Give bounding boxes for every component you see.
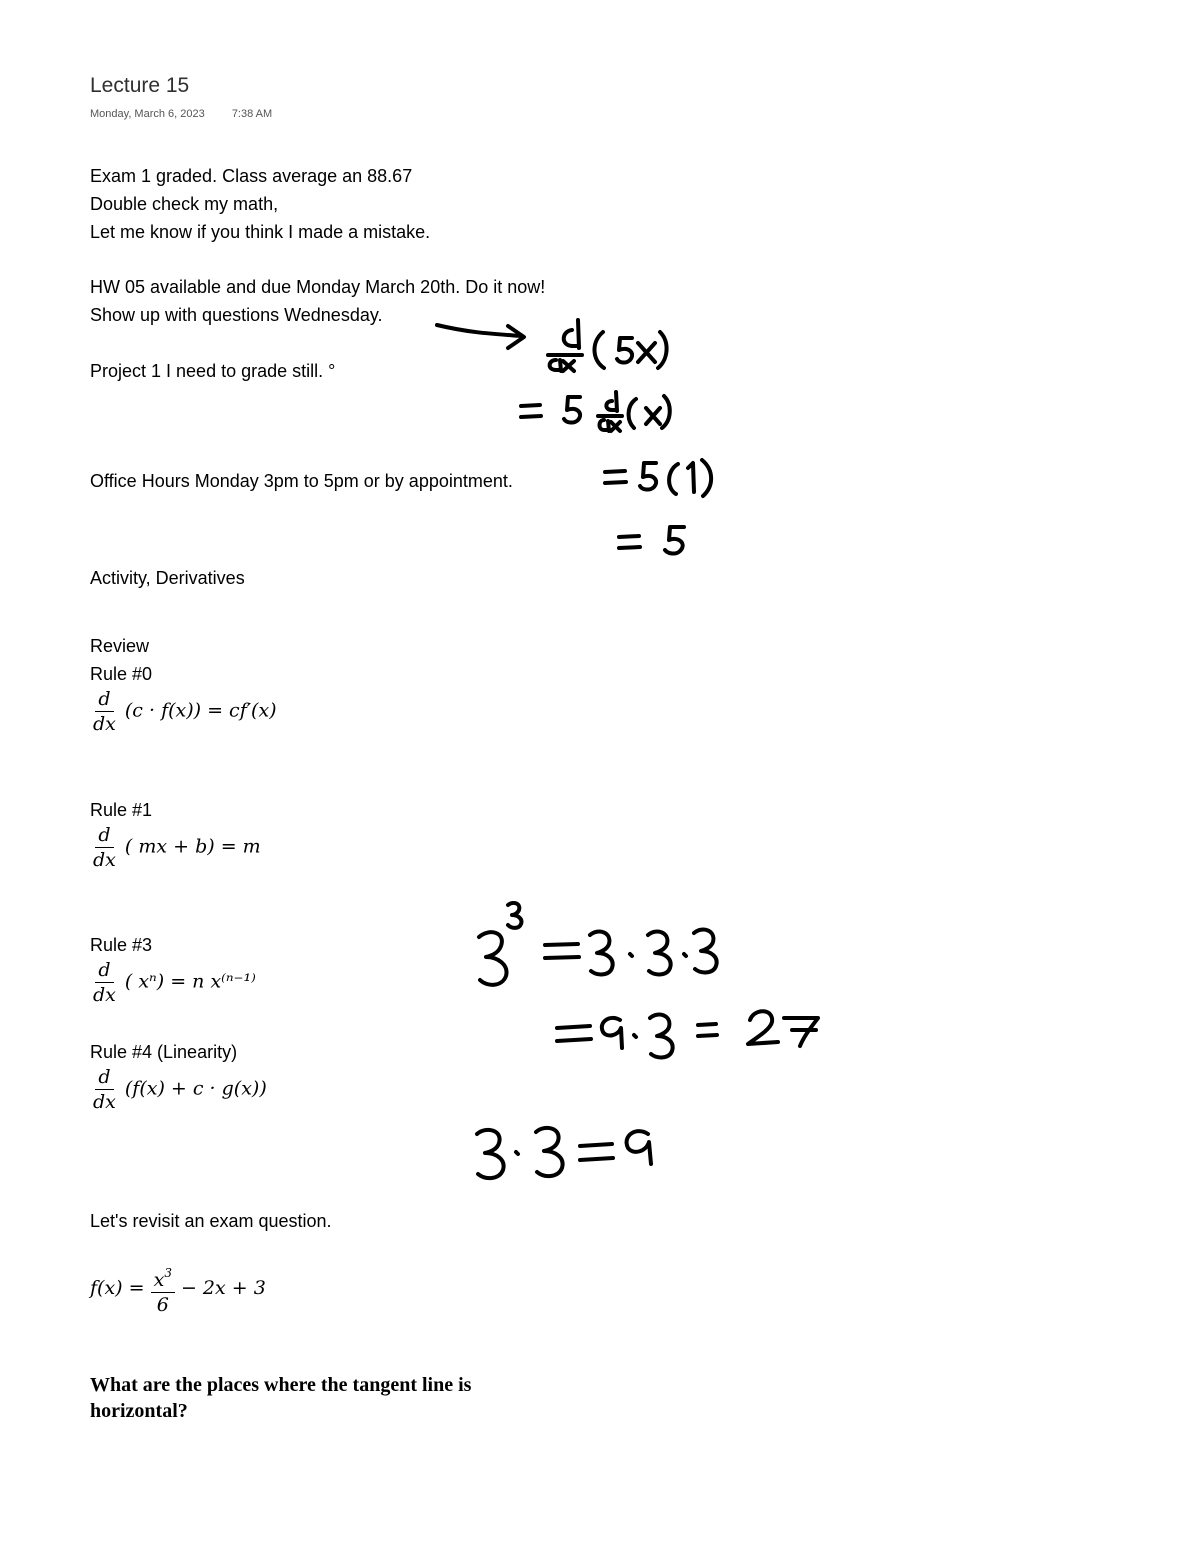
exam-function — [90, 1262, 266, 1316]
rule-label: Rule #0 — [90, 664, 153, 684]
announcement-line: Activity, Derivatives — [90, 568, 245, 588]
exam-intro: Let's revisit an exam question. — [90, 1211, 332, 1231]
announcement-line: Project 1 I need to grade still. ° — [90, 361, 336, 381]
function-rest: − 2x + 3 — [180, 1277, 266, 1299]
deriv-num: d — [95, 824, 113, 848]
announcement-line: Exam 1 graded. Class average an 88.67 — [90, 166, 413, 186]
frac-den: 6 — [156, 1294, 169, 1316]
announcement-line: Let me know if you think I made a mistake. — [90, 222, 431, 242]
frac-num: x — [153, 1269, 165, 1291]
rule-expr: ( mx + b) = m — [124, 835, 261, 858]
deriv-den: dx — [93, 849, 116, 871]
rule-formula — [90, 959, 256, 1006]
announcement-block-1 — [90, 162, 430, 246]
announcement-line: Double check my math, — [90, 194, 279, 214]
announcement-line: Show up with questions Wednesday. — [90, 305, 383, 325]
page-meta — [90, 108, 296, 120]
rule-expr: (c · f(x)) = cf′(x) — [124, 699, 277, 722]
deriv-den: dx — [93, 713, 116, 735]
frac-num-exp: 3 — [164, 1266, 172, 1280]
exam-question: What are the places where the tangent line is horizontal? — [90, 1374, 472, 1422]
handwriting-exponent-work — [479, 903, 818, 1057]
deriv-num: d — [95, 688, 113, 712]
function-lhs: f(x) = — [90, 1277, 145, 1299]
deriv-num: d — [95, 1066, 113, 1090]
page-time: 7:38 AM — [231, 108, 273, 120]
rule-label: Rule #4 (Linearity) — [90, 1042, 238, 1062]
deriv-num: d — [95, 959, 113, 983]
rule-label: Rule #3 — [90, 935, 153, 955]
handwriting-product-work — [477, 1128, 651, 1178]
rule-formula — [90, 1066, 267, 1113]
announcement-line: HW 05 available and due Monday March 20th. Do it now! — [90, 277, 546, 297]
review-heading: Review — [90, 636, 150, 656]
rule-formula — [90, 688, 277, 735]
deriv-den: dx — [93, 1091, 116, 1113]
rule-formula — [90, 824, 261, 871]
page-title: Lecture 15 — [90, 74, 190, 97]
handwriting-derivative-work — [437, 320, 711, 554]
announcement-block-2 — [90, 273, 545, 329]
rule-expr: (f(x) + c · g(x)) — [124, 1077, 267, 1100]
page-date: Monday, March 6, 2023 — [90, 108, 205, 120]
rule-expr: ( xⁿ) = n x⁽ⁿ⁻¹⁾ — [124, 970, 256, 993]
announcement-line: Office Hours Monday 3pm to 5pm or by appointment. — [90, 471, 513, 491]
deriv-den: dx — [93, 984, 116, 1006]
rule-label: Rule #1 — [90, 800, 153, 820]
